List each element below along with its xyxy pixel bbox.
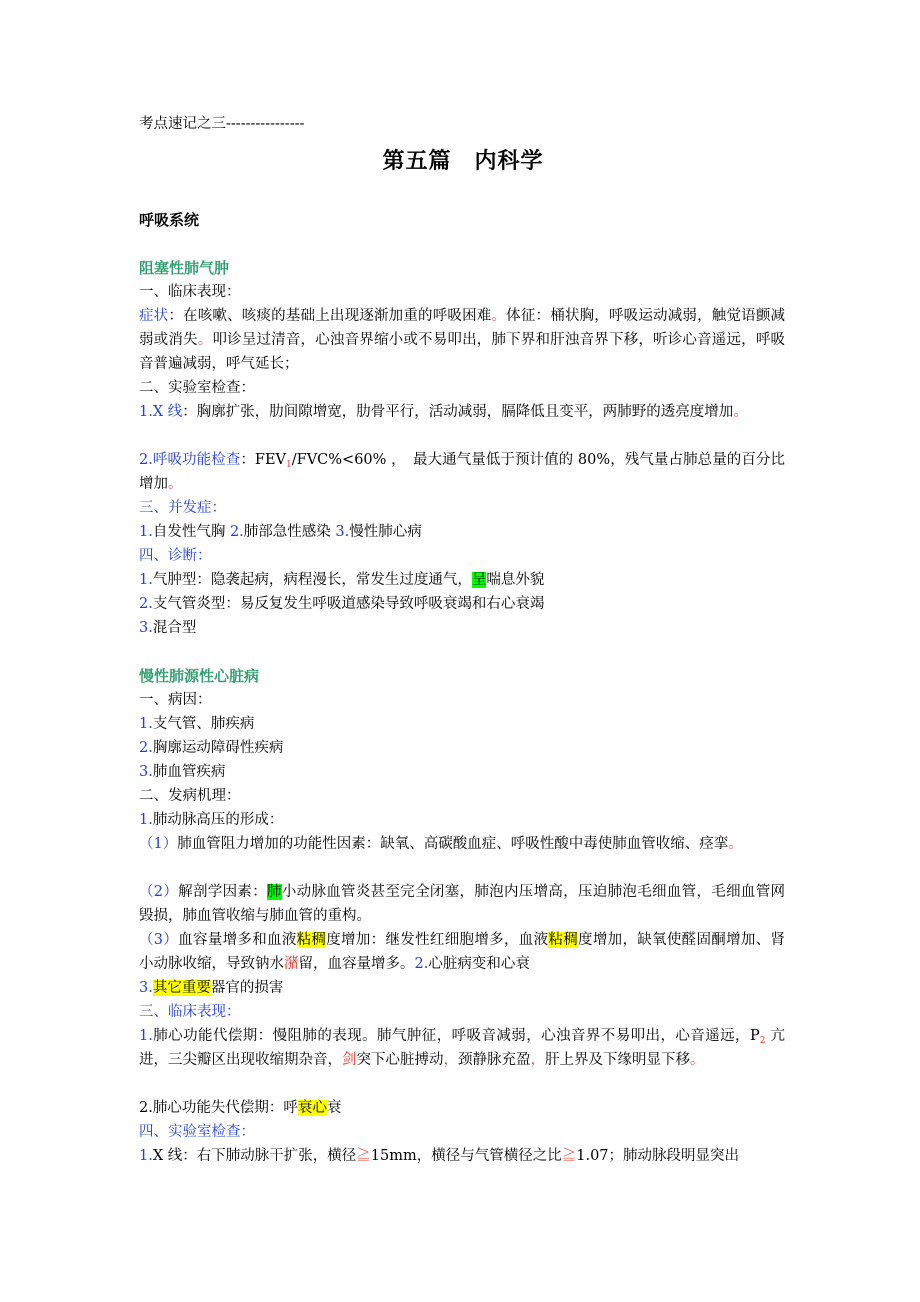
diagnosis-item-1: 1.气肿型：隐袭起病，病程漫长，常发生过度通气，呈喘息外貌 [139, 572, 545, 588]
cpd-clinical-heading: 三、临床表现： [139, 1004, 241, 1020]
cpd-heading: 慢性肺源性心脏病 [139, 667, 260, 685]
cpd-xray-item: 1.X 线：右下肺动脉干扩张，横径≧15mm，横径与气管横径之比≧1.07；肺动脉段明显突出 [139, 1148, 740, 1164]
clinical-item-2: 2.肺心功能失代偿期：呼衰心衰 [139, 1100, 342, 1116]
cpd-cause-heading: 一、病因： [139, 692, 212, 708]
copd-complications-list: 1.自发性气胸 2.肺部急性感染 3.慢性肺心病 [139, 524, 422, 540]
copd-xray-paragraph: 1.X 线：胸廓扩张，肋间隙增宽，肋骨平行，活动减弱，膈降低且变平，两肺野的透亮度增加。 [139, 404, 748, 420]
copd-pft-paragraph: 2.呼吸功能检查：$FEV_1/FVC\%<60\%$ ， 最大通气量低于预计值的 80%，残气量占肺总量的百分比增加。 [139, 452, 785, 492]
mechanism-point-3: （3）血容量增多和血液粘稠度增加：继发性红细胞增多，血液粘稠度增加，缺氧使醛固酮增加、肾小动脉收缩，导致钠水潴留，血容量增多。2.心脏病变和心衰 [139, 932, 786, 972]
cpd-lab-heading: 四、实验室检查： [139, 1124, 255, 1140]
cause-item-3: 3.肺血管疾病 [139, 764, 226, 780]
symptom-label: 症状 [139, 308, 169, 324]
copd-diagnosis-heading: 四、诊断： [139, 548, 212, 564]
diagnosis-item-2: 2.支气管炎型：易反复发生呼吸道感染导致呼吸衰竭和右心衰竭 [139, 596, 545, 612]
header-note: 考点速记之三---------------- [139, 116, 305, 132]
cause-item-2: 2.胸廓运动障碍性疾病 [139, 740, 284, 756]
copd-lab-heading: 二、实验室检查： [139, 380, 255, 396]
diagnosis-item-3: 3.混合型 [139, 620, 197, 636]
copd-clinical-heading: 一、临床表现： [139, 284, 241, 300]
xray-label: 1.X 线 [139, 404, 183, 420]
mechanism-point-1: （1）肺血管阻力增加的功能性因素：缺氧、高碳酸血症、呼吸性酸中毒使肺血管收缩、痉挛。 [139, 836, 743, 852]
copd-heading: 阻塞性肺气肿 [139, 259, 230, 277]
mechanism-item-3: 3.其它重要器官的损害 [139, 980, 284, 996]
mechanism-item-1: 1.肺动脉高压的形成： [139, 812, 284, 828]
cpd-mechanism-heading: 二、发病机理： [139, 788, 241, 804]
mechanism-point-2: （2）解剖学因素：肺小动脉血管炎甚至完全闭塞，肺泡内压增高，压迫肺泡毛细血管，毛细血管网毁损，肺血管收缩与肺血管的重构。 [139, 884, 786, 924]
cause-item-1: 1.支气管、肺疾病 [139, 716, 255, 732]
clinical-item-1: 1.肺心功能代偿期：慢阻肺的表现。肺气肿征，呼吸音减弱，心浊音界不易叩出，心音遥远，$P_2$ 亢进，三尖瓣区出现收缩期杂音，剑突下心脏搏动，颈静脉充盈，肝上界及下缘明显下移。 [139, 1028, 785, 1068]
section-heading: 呼吸系统 [139, 211, 200, 229]
copd-symptoms-paragraph: 症状：在咳嗽、咳痰的基础上出现逐渐加重的呼吸困难。体征：桶状胸，呼吸运动减弱，触觉语颤减弱或消失。叩诊呈过清音，心浊音界缩小或不易叩出，肺下界和肝浊音界下移，听诊心音遥远，呼吸音普遍减弱，呼气延长； [139, 308, 786, 372]
page-title: 第五篇 内科学 [382, 148, 544, 174]
copd-complications-heading: 三、并发症： [139, 500, 226, 516]
pft-label: 2.呼吸功能检查 [139, 452, 241, 468]
